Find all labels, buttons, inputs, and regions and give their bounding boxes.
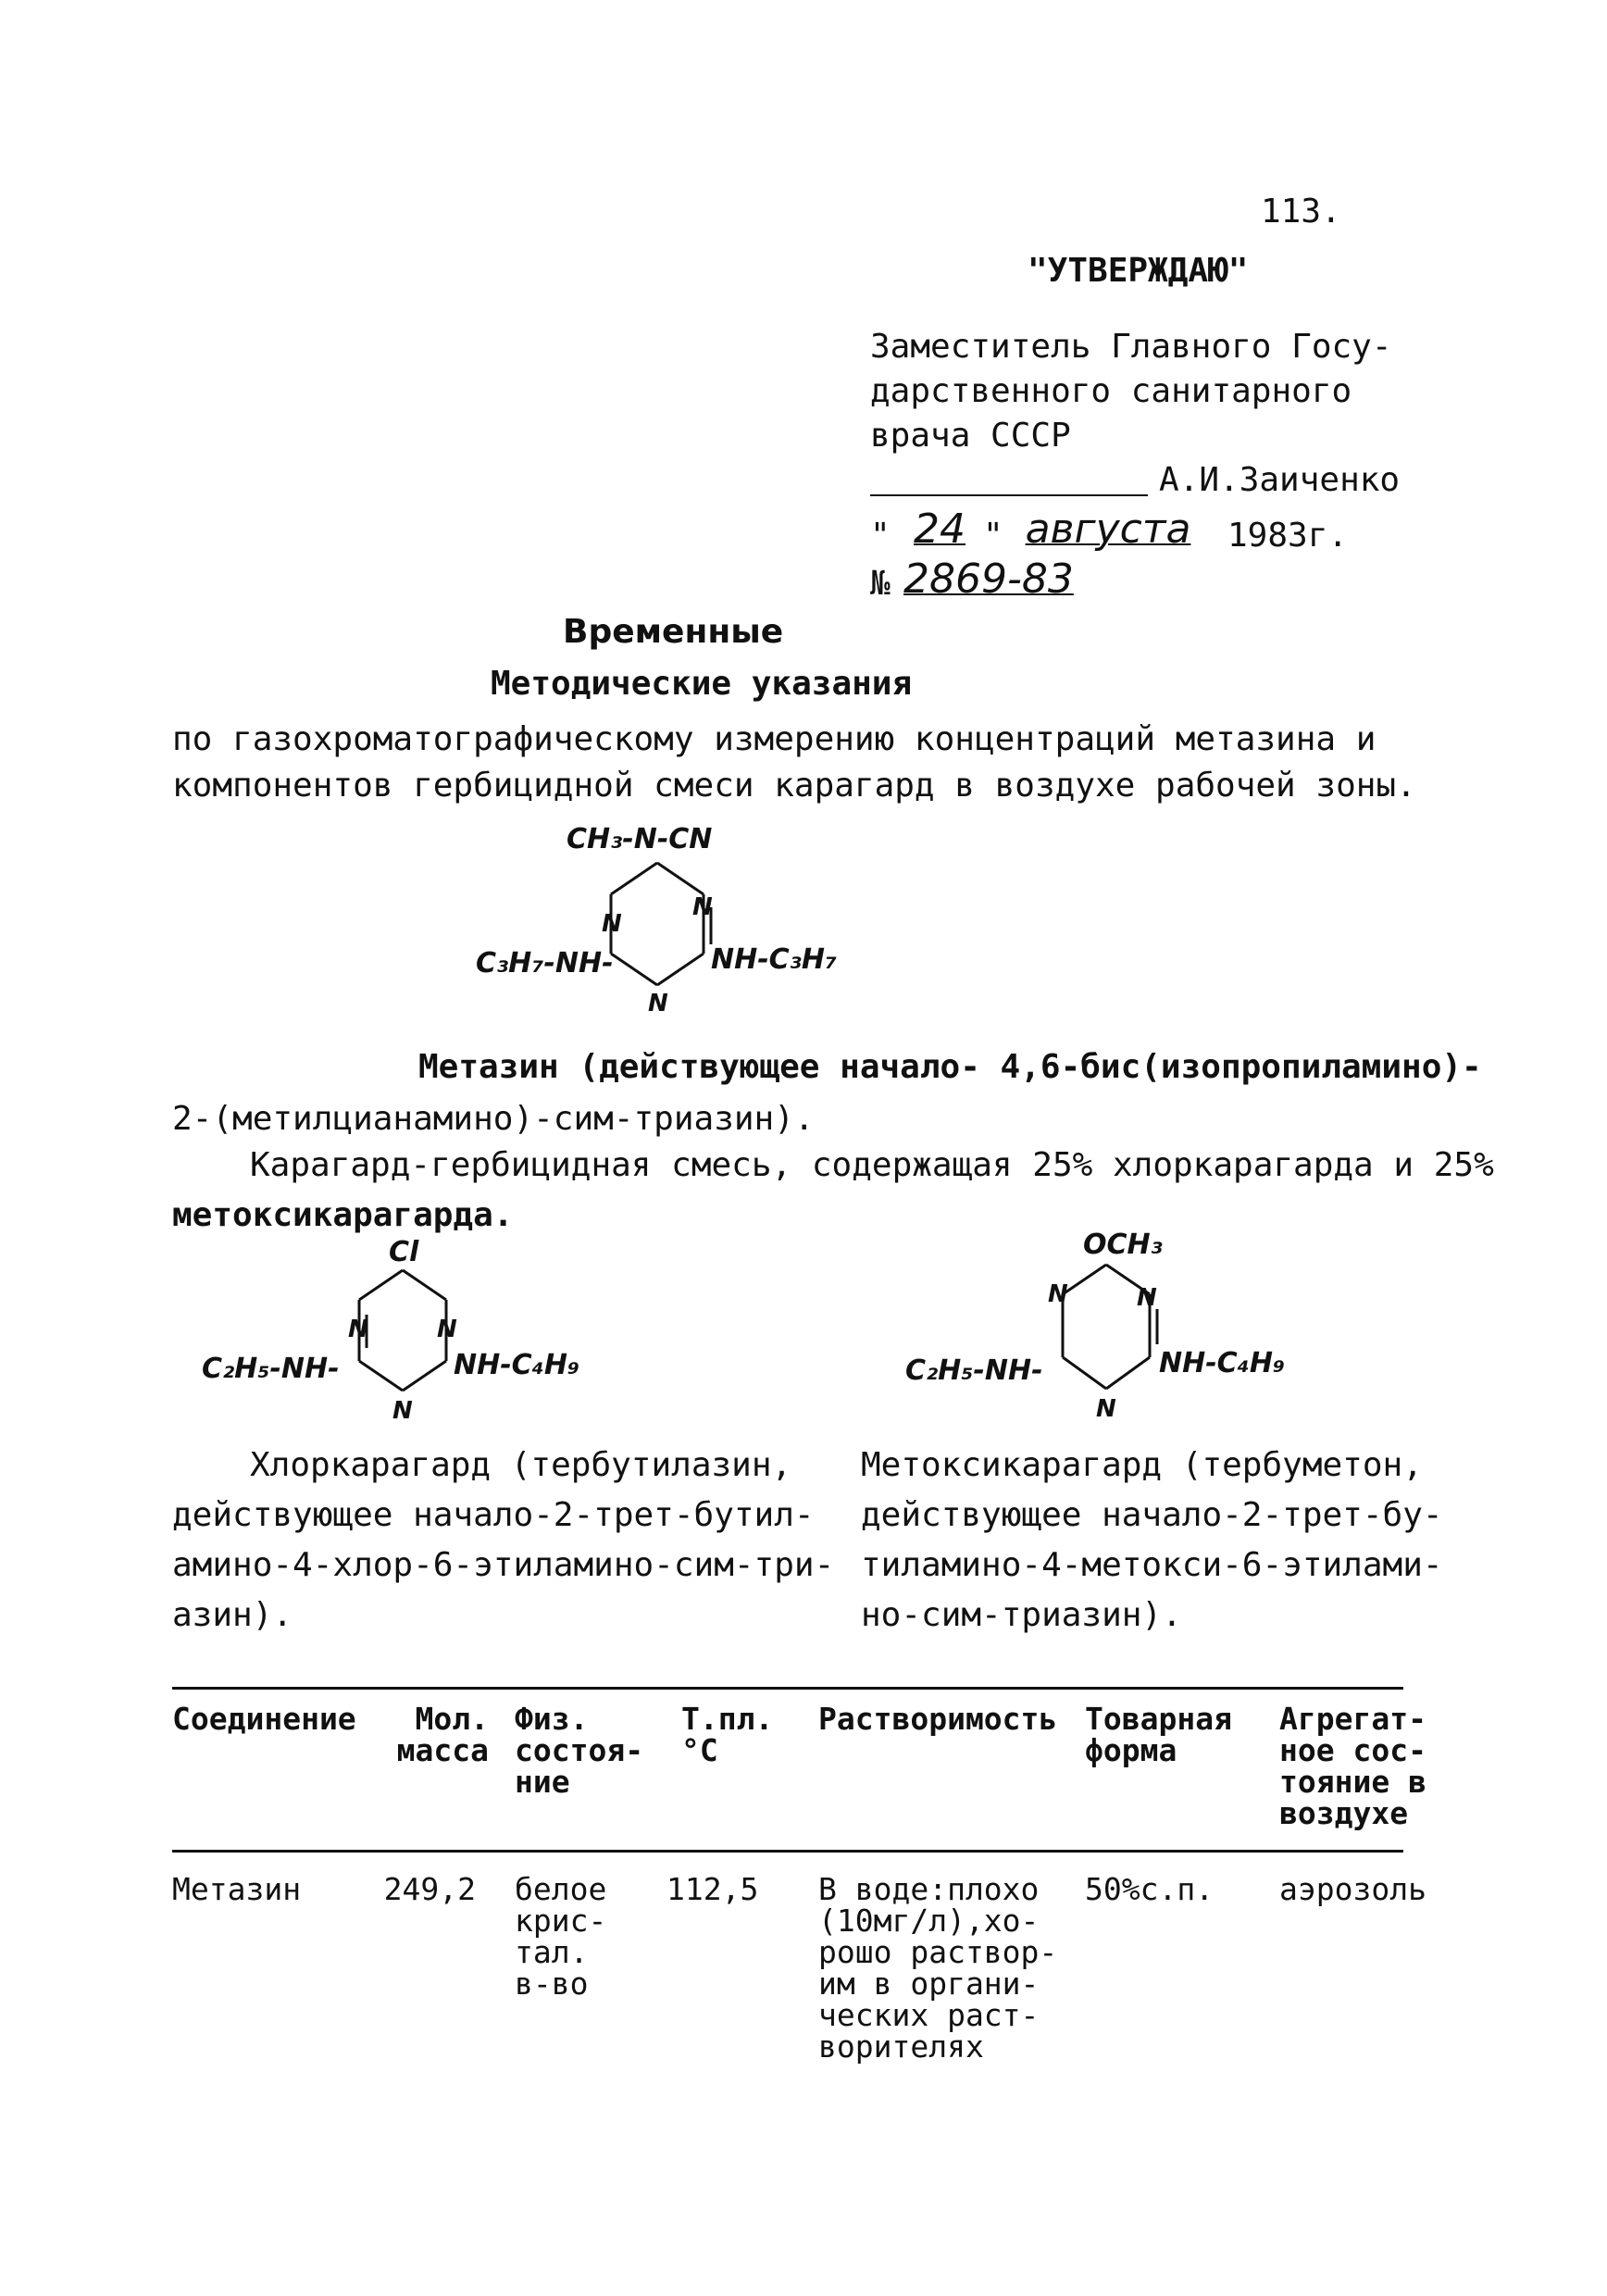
- chlor-left-group: C₂H₅-NH-: [202, 1353, 340, 1385]
- cell-compound: Метазин: [172, 1871, 302, 1907]
- methoxy-caption-line-1: Метоксикарагард (тербуметон,: [861, 1446, 1423, 1484]
- date-day: 24: [914, 505, 965, 553]
- cell-solubility: В воде:плохо (10мг/л),хо- рошо раствор- им в органи- ческих раст- ворителях: [818, 1871, 1058, 2065]
- date-open-quote: ": [870, 517, 891, 555]
- metazin-n2: N: [692, 893, 713, 921]
- header-compound: Соединение: [172, 1701, 356, 1737]
- karagard-description-2: метоксикарагарда.: [172, 1196, 514, 1234]
- methoxy-caption-line-4: но-сим-триазин).: [861, 1596, 1182, 1634]
- cell-state: белое крис- тал. в-во: [515, 1871, 607, 2002]
- chlor-caption-line-2: действующее начало-2-трет-бутил-: [172, 1496, 815, 1534]
- methoxy-caption-line-3: тиламино-4-метокси-6-этилами-: [861, 1546, 1443, 1584]
- chlor-right-group: NH-C₄H₉: [454, 1349, 580, 1381]
- metazin-description-1: Метазин (действующее начало- 4,6-бис(изопропиламино)-: [418, 1048, 1482, 1086]
- metazin-n1: N: [602, 910, 622, 938]
- document-number: 2869-83: [903, 555, 1074, 603]
- methoxy-top-group: OCH₃: [1083, 1229, 1163, 1261]
- methoxy-right-group: NH-C₄H₉: [1159, 1347, 1286, 1379]
- cell-mass: 249,2: [383, 1871, 476, 1907]
- methoxy-n3: N: [1096, 1395, 1116, 1423]
- number-mark: №: [870, 565, 891, 603]
- signature-line: [870, 494, 1148, 496]
- header-mass: Мол. масса: [396, 1701, 489, 1768]
- approval-line-3: врача СССР: [870, 417, 1071, 455]
- methoxykaragard-structure: [898, 1213, 1324, 1444]
- page-number: 113.: [1261, 193, 1341, 231]
- header-commercial-form: Товарная форма: [1085, 1701, 1232, 1768]
- chlorkaragard-caption: [172, 1444, 834, 1637]
- cell-melting-point: 112,5: [666, 1871, 759, 1907]
- header-state: Физ. состоя- ние: [515, 1701, 644, 1800]
- methoxykaragard-caption: [861, 1444, 1443, 1637]
- heading-line-3: по газохроматографическому измерению концентраций метазина и: [172, 720, 1377, 758]
- chlor-caption-line-3: амино-4-хлор-6-этиламино-сим-три-: [172, 1546, 835, 1584]
- heading-temporary: Временные: [563, 613, 784, 651]
- approval-title: "УТВЕРЖДАЮ": [1028, 252, 1249, 290]
- methoxy-n2: N: [1137, 1284, 1157, 1312]
- chlor-n2: N: [437, 1316, 457, 1343]
- metazin-n3: N: [648, 990, 668, 1017]
- header-solubility: Растворимость: [818, 1701, 1058, 1737]
- table-top-rule: [172, 1687, 1403, 1690]
- chlor-top-group: Cl: [389, 1236, 419, 1268]
- header-aggregate-state: Агрегат- ное сос- тояние в воздухе: [1279, 1701, 1426, 1831]
- date-close-quote: ": [983, 517, 1003, 555]
- chlor-n3: N: [392, 1397, 413, 1425]
- chlor-caption-line-1: Хлоркарагард (тербутилазин,: [250, 1446, 792, 1484]
- methoxy-caption-line-2: действующее начало-2-трет-бу-: [861, 1496, 1443, 1534]
- chlor-n1: N: [348, 1316, 368, 1343]
- chlor-caption-line-4: азин).: [172, 1596, 293, 1634]
- date-month: августа: [1025, 505, 1191, 553]
- signer-name: А.И.Заиченко: [1159, 461, 1401, 499]
- approval-block: [870, 250, 1518, 620]
- metazin-right-group: NH-C₃H₇: [711, 943, 838, 976]
- heading-guidelines: Методические указания: [491, 665, 913, 703]
- metazin-structure: [463, 815, 870, 1028]
- metazin-description-2: 2-(метилцианамино)-сим-триазин).: [172, 1100, 815, 1138]
- cell-aggregate-state: аэрозоль: [1279, 1871, 1426, 1907]
- date-year: 1983г.: [1227, 517, 1349, 555]
- table-header-rule: [172, 1850, 1403, 1853]
- header-melting-point: Т.пл. °С: [681, 1701, 774, 1768]
- metazin-top-group: CH₃-N-CN: [567, 823, 713, 855]
- metazin-left-group: C₃H₇-NH-: [476, 947, 614, 980]
- chlorkaragard-structure: [194, 1222, 620, 1435]
- approval-line-1: Заместитель Главного Госу-: [870, 328, 1392, 366]
- methoxy-n1: N: [1048, 1280, 1068, 1308]
- heading-line-4: компонентов гербицидной смеси карагард в воздухе рабочей зоны.: [172, 767, 1416, 805]
- methoxy-left-group: C₂H₅-NH-: [905, 1354, 1043, 1387]
- approval-line-2: дарственного санитарного: [870, 372, 1352, 410]
- cell-commercial-form: 50%с.п.: [1085, 1871, 1215, 1907]
- karagard-description-1: Карагард-гербицидная смесь, содержащая 25% хлоркарагарда и 25%: [250, 1146, 1494, 1184]
